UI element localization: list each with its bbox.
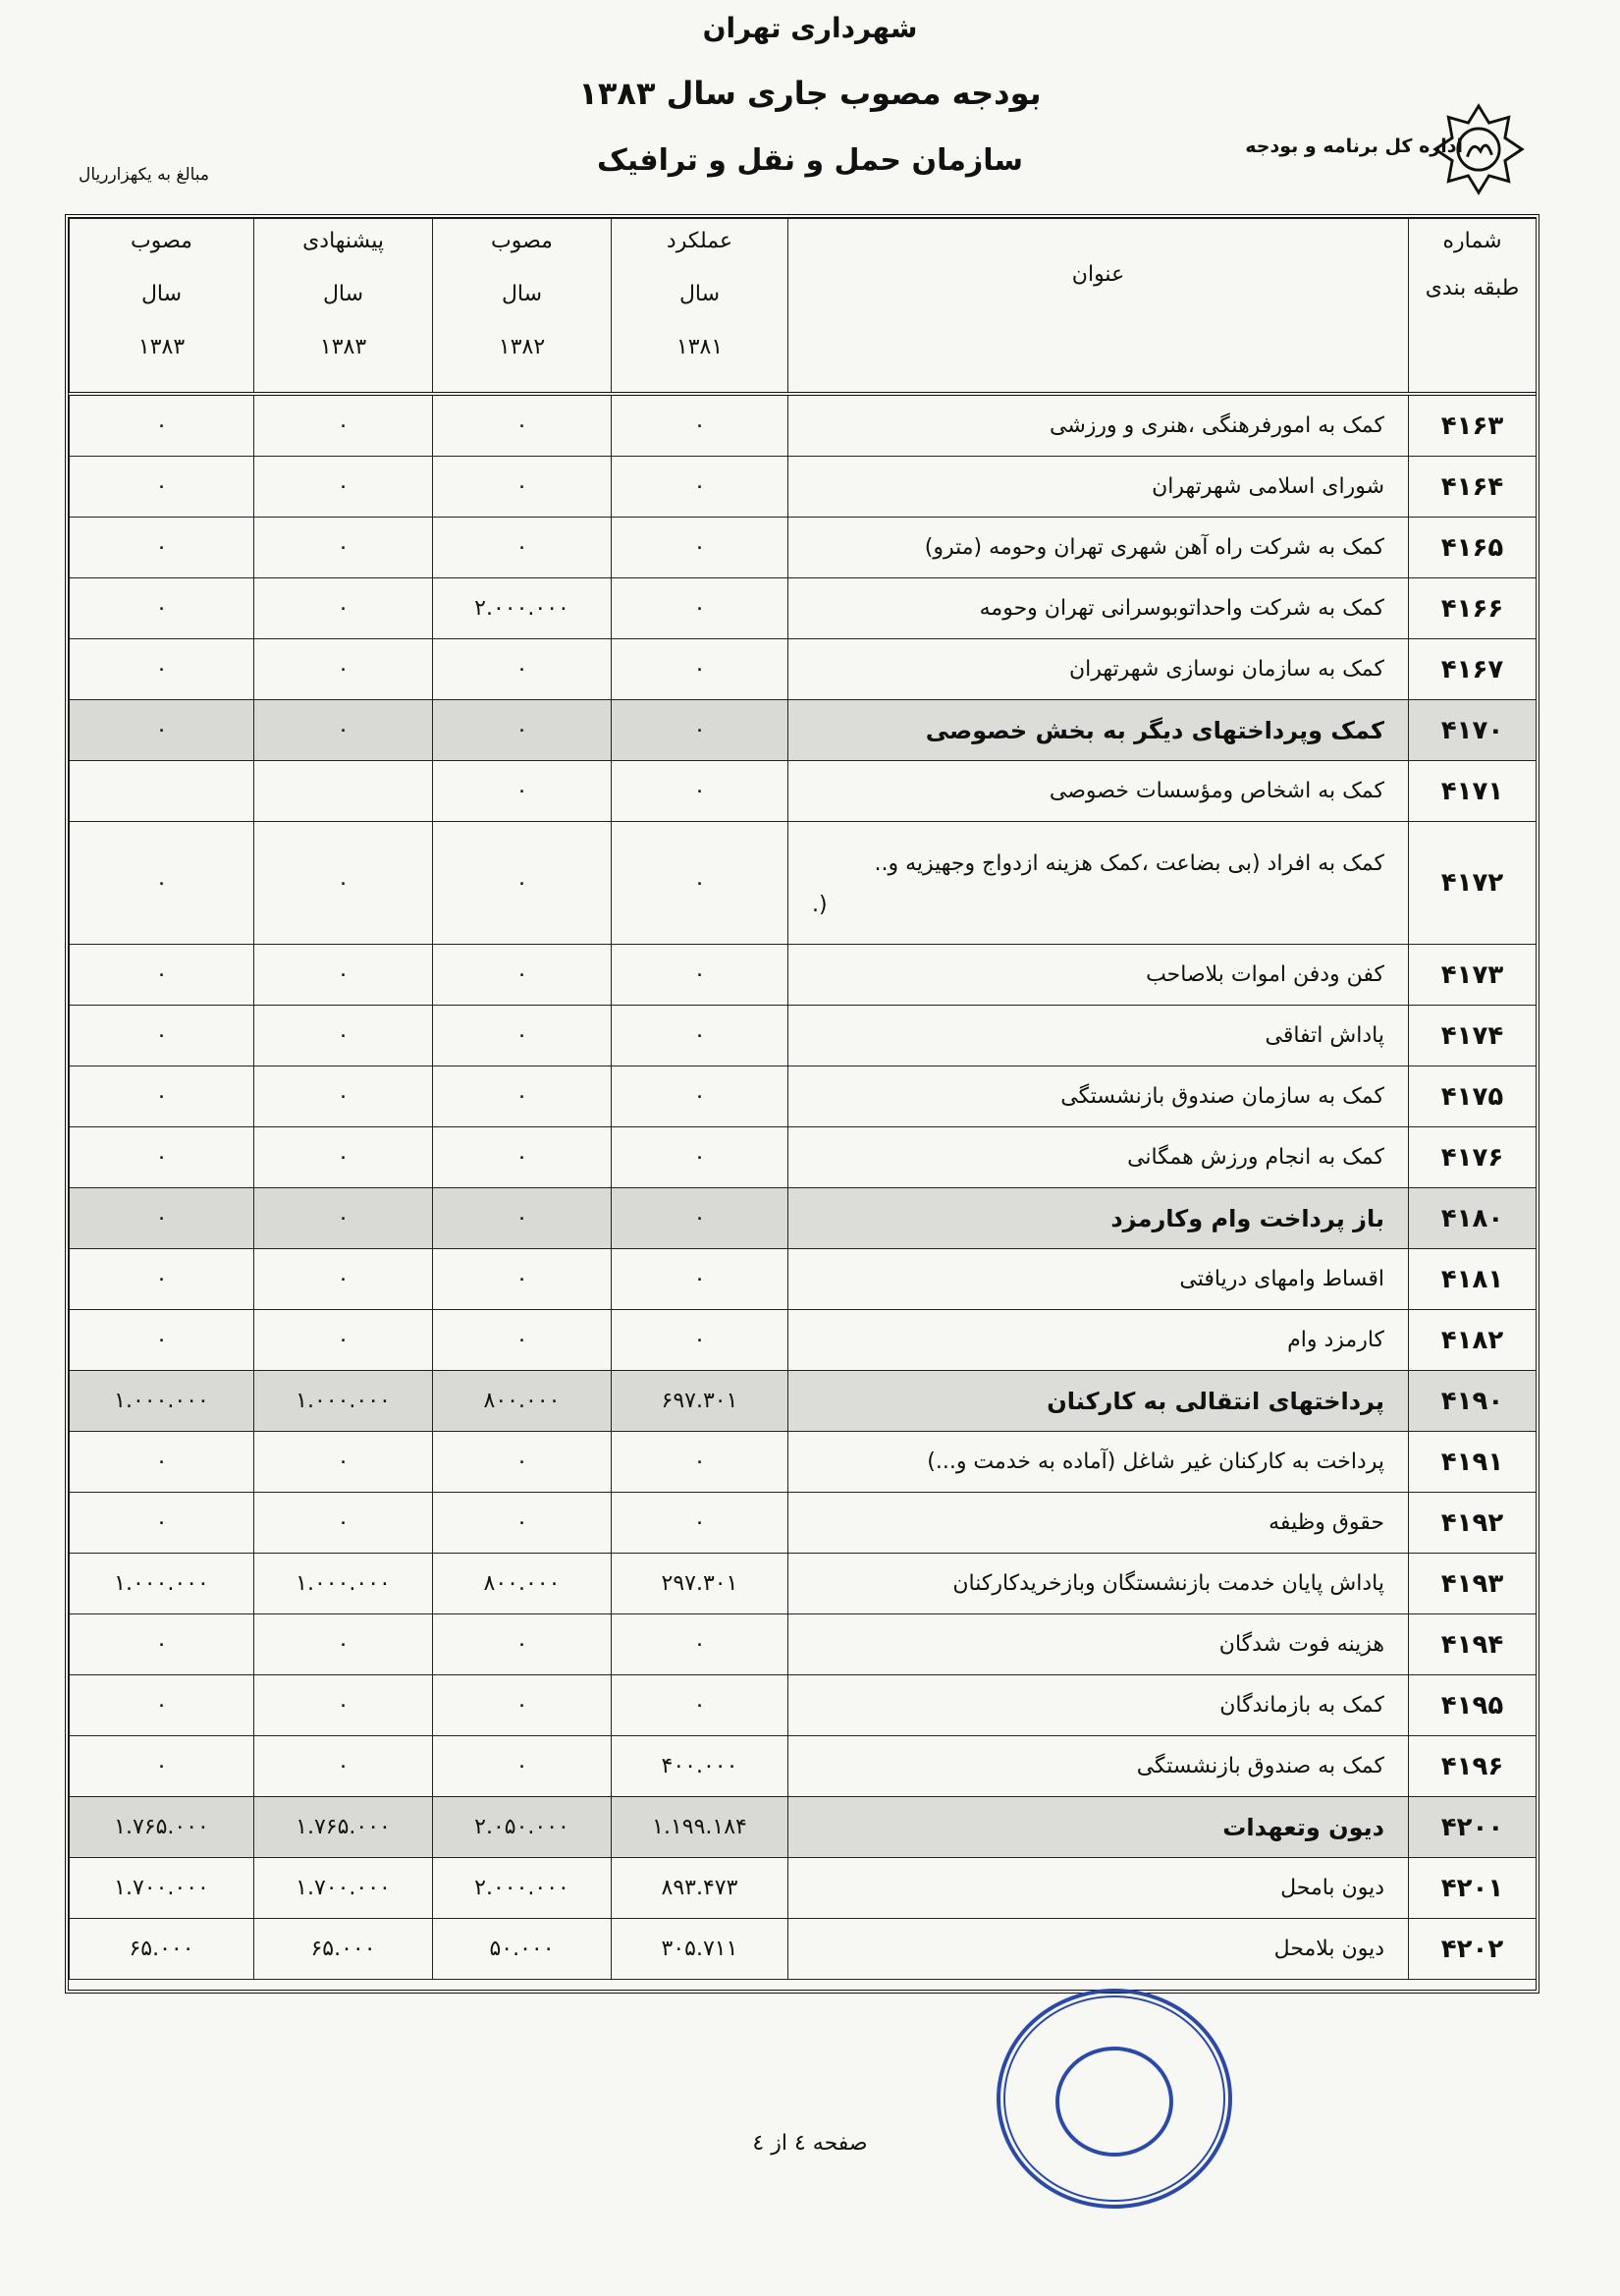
table-row — [70, 1006, 1537, 1066]
row-code: ۴۱۶۶ — [1409, 578, 1537, 639]
col-header-approved-1383: مصوب سال ۱۳۸۳ — [70, 219, 254, 395]
table-row — [70, 1675, 1537, 1736]
row-code: ۴۱۶۷ — [1409, 639, 1537, 700]
row-code: ۴۱۷۶ — [1409, 1127, 1537, 1188]
row-perf-1381: ۰ — [612, 1675, 788, 1736]
row-approved-1383: ۱.۷۶۵.۰۰۰ — [70, 1797, 254, 1858]
budget-table — [65, 214, 1539, 1994]
row-code: ۴۱۹۱ — [1409, 1432, 1537, 1493]
row-perf-1381: ۰ — [612, 1310, 788, 1371]
row-approved-1383: ۰ — [70, 700, 254, 761]
row-approved-1383: ۰ — [70, 822, 254, 945]
row-approved-1383: ۰ — [70, 1736, 254, 1797]
municipality-title: شهرداری تهران — [702, 12, 918, 44]
row-proposed-1383: ۰ — [254, 1432, 433, 1493]
table-row — [70, 822, 1537, 945]
row-proposed-1383: ۰ — [254, 1188, 433, 1249]
row-code: ۴۱۹۲ — [1409, 1493, 1537, 1554]
row-code: ۴۱۶۵ — [1409, 518, 1537, 578]
row-approved-1382: ۰ — [433, 822, 612, 945]
row-code: ۴۱۸۲ — [1409, 1310, 1537, 1371]
row-title: کارمزد وام — [788, 1310, 1409, 1371]
row-approved-1383: ۰ — [70, 1432, 254, 1493]
table-row-subtotal — [70, 1188, 1537, 1249]
table-row — [70, 1736, 1537, 1797]
row-approved-1383: ۰ — [70, 1127, 254, 1188]
row-perf-1381: ۳۰۵.۷۱۱ — [612, 1919, 788, 1980]
row-perf-1381: ۰ — [612, 1432, 788, 1493]
row-approved-1383: ۱.۷۰۰.۰۰۰ — [70, 1858, 254, 1919]
row-approved-1383: ۱.۰۰۰.۰۰۰ — [70, 1371, 254, 1432]
row-approved-1383: ۰ — [70, 1493, 254, 1554]
table-row — [70, 1554, 1537, 1614]
row-approved-1382: ۰ — [433, 1310, 612, 1371]
row-approved-1382: ۰ — [433, 1432, 612, 1493]
col-header-perf-1381: عملکرد سال ۱۳۸۱ — [612, 219, 788, 395]
row-approved-1382: ۰ — [433, 518, 612, 578]
row-title: کمک به سازمان صندوق بازنشستگی — [788, 1066, 1409, 1127]
row-title: اقساط وامهای دریافتی — [788, 1249, 1409, 1310]
row-perf-1381: ۰ — [612, 822, 788, 945]
row-title: کمک وپرداختهای دیگر به بخش خصوصی — [788, 700, 1409, 761]
table-row — [70, 578, 1537, 639]
row-approved-1382: ۰ — [433, 1006, 612, 1066]
row-perf-1381: ۰ — [612, 578, 788, 639]
row-approved-1383: ۰ — [70, 1066, 254, 1127]
row-proposed-1383: ۶۵.۰۰۰ — [254, 1919, 433, 1980]
row-code: ۴۱۹۶ — [1409, 1736, 1537, 1797]
row-code: ۴۱۷۴ — [1409, 1006, 1537, 1066]
row-title: شورای اسلامی شهرتهران — [788, 457, 1409, 518]
row-proposed-1383: ۰ — [254, 1066, 433, 1127]
row-code: ۴۱۶۳ — [1409, 394, 1537, 457]
row-code: ۴۲۰۲ — [1409, 1919, 1537, 1980]
row-title: کفن ودفن اموات بلاصاحب — [788, 945, 1409, 1006]
units-note: مبالغ به یکهزارریال — [79, 165, 210, 185]
row-code: ۴۱۷۱ — [1409, 761, 1537, 822]
row-proposed-1383: ۰ — [254, 822, 433, 945]
row-title: کمک به بازماندگان — [788, 1675, 1409, 1736]
row-code: ۴۱۹۴ — [1409, 1614, 1537, 1675]
row-title: کمک به سازمان نوسازی شهرتهران — [788, 639, 1409, 700]
row-perf-1381: ۰ — [612, 945, 788, 1006]
row-title: دیون وتعهدات — [788, 1797, 1409, 1858]
row-approved-1383: ۰ — [70, 1006, 254, 1066]
row-perf-1381: ۰ — [612, 1614, 788, 1675]
row-title: کمک به امورفرهنگی ،هنری و ورزشی — [788, 394, 1409, 457]
row-perf-1381: ۰ — [612, 1127, 788, 1188]
table-row — [70, 1127, 1537, 1188]
table-header-row — [70, 219, 1537, 395]
row-approved-1383: ۰ — [70, 457, 254, 518]
row-code: ۴۱۷۲ — [1409, 822, 1537, 945]
row-code: ۴۲۰۱ — [1409, 1858, 1537, 1919]
row-proposed-1383: ۰ — [254, 457, 433, 518]
table-row — [70, 1066, 1537, 1127]
council-seal-stamp — [992, 1986, 1237, 2212]
department-name: اداره کل برنامه و بودجه — [1245, 136, 1463, 157]
row-perf-1381: ۰ — [612, 761, 788, 822]
row-perf-1381: ۶۹۷.۳۰۱ — [612, 1371, 788, 1432]
row-title: پرداخت به کارکنان غیر شاغل (آماده به خدمت و...) — [788, 1432, 1409, 1493]
row-perf-1381: ۰ — [612, 1493, 788, 1554]
row-perf-1381: ۰ — [612, 700, 788, 761]
row-proposed-1383: ۰ — [254, 1249, 433, 1310]
row-approved-1382: ۰ — [433, 761, 612, 822]
row-approved-1382: ۰ — [433, 1675, 612, 1736]
table-row-subtotal — [70, 700, 1537, 761]
table-row — [70, 1310, 1537, 1371]
row-proposed-1383: ۰ — [254, 578, 433, 639]
row-proposed-1383: ۰ — [254, 700, 433, 761]
table-row — [70, 518, 1537, 578]
row-approved-1382: ۰ — [433, 1736, 612, 1797]
row-approved-1382: ۰ — [433, 457, 612, 518]
row-title: باز پرداخت وام وکارمزد — [788, 1188, 1409, 1249]
row-title: پاداش اتفاقی — [788, 1006, 1409, 1066]
row-approved-1382: ۲.۰۵۰.۰۰۰ — [433, 1797, 612, 1858]
row-perf-1381: ۰ — [612, 1006, 788, 1066]
row-proposed-1383: ۰ — [254, 945, 433, 1006]
table-row — [70, 394, 1537, 457]
row-code: ۴۱۹۳ — [1409, 1554, 1537, 1614]
row-proposed-1383: ۰ — [254, 1310, 433, 1371]
organization-title: سازمان حمل و نقل و ترافیک — [597, 143, 1023, 178]
row-perf-1381: ۱.۱۹۹.۱۸۴ — [612, 1797, 788, 1858]
row-perf-1381: ۰ — [612, 1249, 788, 1310]
row-title: کمک به انجام ورزش همگانی — [788, 1127, 1409, 1188]
row-perf-1381: ۲۹۷.۳۰۱ — [612, 1554, 788, 1614]
row-title: دیون بامحل — [788, 1858, 1409, 1919]
row-proposed-1383: ۰ — [254, 518, 433, 578]
row-approved-1383: ۰ — [70, 1614, 254, 1675]
budget-title: بودجه مصوب جاری سال ۱۳۸۳ — [578, 75, 1042, 112]
table-row — [70, 1614, 1537, 1675]
row-approved-1383: ۰ — [70, 1188, 254, 1249]
row-proposed-1383: ۰ — [254, 639, 433, 700]
row-proposed-1383: ۱.۰۰۰.۰۰۰ — [254, 1554, 433, 1614]
row-approved-1382: ۸۰۰.۰۰۰ — [433, 1371, 612, 1432]
page-number: صفحه ٤ از ٤ — [752, 2131, 868, 2156]
table-row — [70, 761, 1537, 822]
row-approved-1383: ۰ — [70, 518, 254, 578]
row-approved-1382: ۰ — [433, 1249, 612, 1310]
row-perf-1381: ۰ — [612, 1188, 788, 1249]
row-approved-1382: ۵۰.۰۰۰ — [433, 1919, 612, 1980]
row-proposed-1383: ۱.۷۰۰.۰۰۰ — [254, 1858, 433, 1919]
row-code: ۴۲۰۰ — [1409, 1797, 1537, 1858]
row-code: ۴۱۶۴ — [1409, 457, 1537, 518]
row-perf-1381: ۸۹۳.۴۷۳ — [612, 1858, 788, 1919]
row-approved-1382: ۰ — [433, 1188, 612, 1249]
row-title: کمک به شرکت واحداتوبوسرانی تهران وحومه — [788, 578, 1409, 639]
row-perf-1381: ۴۰۰.۰۰۰ — [612, 1736, 788, 1797]
table-row — [70, 1249, 1537, 1310]
table-row — [70, 1858, 1537, 1919]
row-perf-1381: ۰ — [612, 518, 788, 578]
row-title: کمک به شرکت راه آهن شهری تهران وحومه (مترو) — [788, 518, 1409, 578]
row-approved-1383 — [70, 761, 254, 822]
row-proposed-1383 — [254, 761, 433, 822]
row-proposed-1383: ۰ — [254, 1675, 433, 1736]
row-code: ۴۱۷۳ — [1409, 945, 1537, 1006]
row-title: پاداش پایان خدمت بازنشستگان وبازخریدکارکنان — [788, 1554, 1409, 1614]
table-row — [70, 1919, 1537, 1980]
col-header-proposed-1383: پیشنهادی سال ۱۳۸۳ — [254, 219, 433, 395]
table-row — [70, 1493, 1537, 1554]
row-approved-1382: ۰ — [433, 639, 612, 700]
row-proposed-1383: ۱.۷۶۵.۰۰۰ — [254, 1797, 433, 1858]
row-title: کمک به افراد (بی بضاعت ،کمک هزینه ازدواج وجهیزیه و.. (. — [788, 822, 1409, 945]
row-proposed-1383: ۰ — [254, 1006, 433, 1066]
row-proposed-1383: ۰ — [254, 394, 433, 457]
row-code: ۴۱۸۰ — [1409, 1188, 1537, 1249]
row-approved-1383: ۰ — [70, 1310, 254, 1371]
row-proposed-1383: ۰ — [254, 1736, 433, 1797]
row-title: هزینه فوت شدگان — [788, 1614, 1409, 1675]
row-approved-1382: ۰ — [433, 1066, 612, 1127]
row-title: کمک به اشخاص ومؤسسات خصوصی — [788, 761, 1409, 822]
row-proposed-1383: ۱.۰۰۰.۰۰۰ — [254, 1371, 433, 1432]
row-approved-1383: ۰ — [70, 1675, 254, 1736]
table-row-subtotal — [70, 1797, 1537, 1858]
row-approved-1382: ۰ — [433, 1614, 612, 1675]
row-title: کمک به صندوق بازنشستگی — [788, 1736, 1409, 1797]
row-code: ۴۱۹۰ — [1409, 1371, 1537, 1432]
row-approved-1382: ۰ — [433, 700, 612, 761]
row-approved-1383: ۶۵.۰۰۰ — [70, 1919, 254, 1980]
row-approved-1382: ۲.۰۰۰.۰۰۰ — [433, 578, 612, 639]
table-row — [70, 1432, 1537, 1493]
row-approved-1382: ۲.۰۰۰.۰۰۰ — [433, 1858, 612, 1919]
row-approved-1383: ۰ — [70, 394, 254, 457]
row-code: ۴۱۷۰ — [1409, 700, 1537, 761]
row-proposed-1383: ۰ — [254, 1127, 433, 1188]
row-approved-1382: ۰ — [433, 1127, 612, 1188]
col-header-title: عنوان — [788, 219, 1409, 395]
row-code: ۴۱۸۱ — [1409, 1249, 1537, 1310]
row-approved-1382: ۰ — [433, 1493, 612, 1554]
row-title: پرداختهای انتقالی به کارکنان — [788, 1371, 1409, 1432]
row-title: حقوق وظیفه — [788, 1493, 1409, 1554]
row-perf-1381: ۰ — [612, 394, 788, 457]
row-approved-1383: ۰ — [70, 639, 254, 700]
row-title: دیون بلامحل — [788, 1919, 1409, 1980]
row-proposed-1383: ۰ — [254, 1614, 433, 1675]
row-approved-1382: ۰ — [433, 394, 612, 457]
row-approved-1383: ۰ — [70, 1249, 254, 1310]
row-code: ۴۱۹۵ — [1409, 1675, 1537, 1736]
row-approved-1383: ۰ — [70, 578, 254, 639]
row-perf-1381: ۰ — [612, 639, 788, 700]
table-row-subtotal — [70, 1371, 1537, 1432]
col-header-code: شماره طبقه بندی — [1409, 219, 1537, 395]
row-code: ۴۱۷۵ — [1409, 1066, 1537, 1127]
row-proposed-1383: ۰ — [254, 1493, 433, 1554]
table-row — [70, 945, 1537, 1006]
row-perf-1381: ۰ — [612, 1066, 788, 1127]
col-header-approved-1382: مصوب سال ۱۳۸۲ — [433, 219, 612, 395]
table-row — [70, 457, 1537, 518]
row-approved-1383: ۱.۰۰۰.۰۰۰ — [70, 1554, 254, 1614]
row-approved-1382: ۸۰۰.۰۰۰ — [433, 1554, 612, 1614]
table-row — [70, 639, 1537, 700]
row-approved-1382: ۰ — [433, 945, 612, 1006]
row-perf-1381: ۰ — [612, 457, 788, 518]
row-approved-1383: ۰ — [70, 945, 254, 1006]
